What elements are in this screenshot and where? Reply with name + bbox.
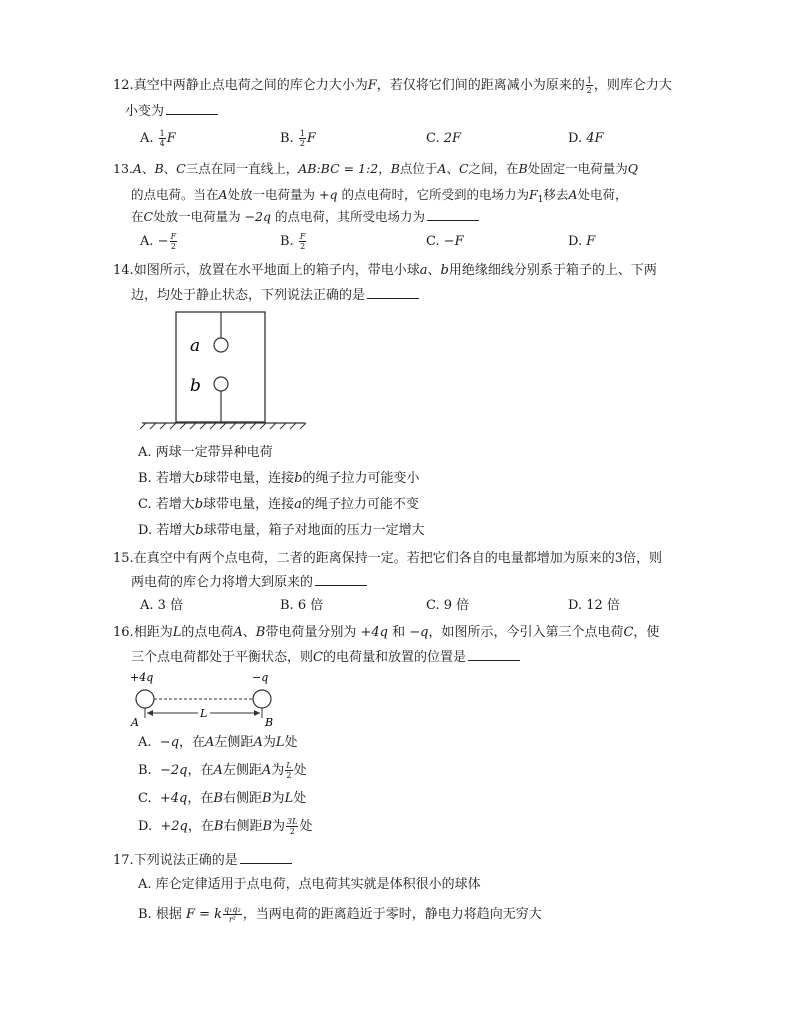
- option-text: 球带电量，箱子对地面的压力一定增大: [203, 523, 425, 538]
- answer-blank[interactable]: [427, 206, 479, 221]
- q17-option-b[interactable]: [138, 903, 542, 927]
- frac-num: 1: [159, 129, 165, 138]
- formula: F = k: [185, 907, 223, 922]
- option-b[interactable]: [280, 230, 307, 254]
- frac-den: 2: [286, 771, 292, 780]
- answer-blank[interactable]: [468, 646, 520, 661]
- frac-den: 2: [300, 242, 306, 251]
- var: F: [166, 131, 176, 146]
- q14-option-b[interactable]: [138, 467, 420, 491]
- frac-num: 3L: [287, 817, 298, 826]
- option-text: 库仑定律适用于点电荷，点电荷其实就是体积很小的球体: [155, 877, 481, 892]
- var: A: [218, 187, 228, 202]
- stem-text: 、: [242, 625, 256, 640]
- option-text: 为: [272, 819, 286, 834]
- stem-text: ，使: [633, 625, 660, 640]
- var: A: [233, 625, 243, 640]
- stem-text: 的点电荷，其所受电场力为: [271, 209, 425, 224]
- stem-text: 点位于: [399, 161, 438, 176]
- stem-text: ，则库仑力大: [593, 78, 672, 93]
- var: a: [419, 263, 428, 278]
- charge-b: [253, 690, 271, 708]
- option-text: 2F: [443, 131, 462, 146]
- ball-b: [214, 377, 228, 391]
- distance-label: L: [200, 707, 208, 720]
- question-number: 16.: [113, 625, 134, 640]
- option-c[interactable]: [426, 230, 464, 254]
- answer-blank[interactable]: [240, 849, 292, 864]
- q16-option-a[interactable]: [138, 731, 298, 755]
- stem-text: 在真空中有两个点电荷，二者的距离保持一定。若把它们各自的电量都增加为原来的: [133, 551, 615, 566]
- var: L: [172, 625, 182, 640]
- stem-text: 处放一电荷量为: [153, 209, 245, 224]
- charge-b-label: −q: [252, 671, 269, 684]
- option-b[interactable]: [280, 594, 323, 618]
- box-diagram: [140, 310, 310, 430]
- stem-text: 处放一电荷量为: [227, 187, 320, 202]
- ground-hatch: [140, 423, 306, 429]
- frac-den: 2: [586, 86, 592, 95]
- q16-option-c[interactable]: [138, 787, 306, 811]
- stem-text: 的点电荷: [181, 625, 234, 640]
- stem-text: 、: [446, 161, 459, 176]
- fraction: [286, 817, 298, 836]
- option-letter: A.: [140, 234, 154, 249]
- stem-text: ，: [378, 161, 391, 176]
- option-text: 若增大: [155, 471, 195, 486]
- option-text: 的绳子拉力可能变小: [302, 471, 420, 486]
- charge: −q: [159, 735, 180, 750]
- option-d[interactable]: [568, 230, 595, 254]
- stem-text: 边，均处于静止状态，下列说法正确的是: [131, 288, 366, 303]
- option-letter: A.: [138, 735, 152, 750]
- fraction: [170, 232, 178, 251]
- option-text: ，在: [179, 735, 206, 750]
- option-letter: D.: [138, 523, 153, 538]
- point-b-label: B: [265, 716, 274, 729]
- charge: +2q: [160, 819, 188, 834]
- option-a[interactable]: [140, 230, 178, 254]
- option-letter: B.: [138, 907, 152, 922]
- charge: +4q: [360, 625, 388, 640]
- option-letter: B.: [138, 471, 152, 486]
- option-letter: C.: [426, 234, 440, 249]
- var: B: [213, 819, 224, 834]
- option-a[interactable]: [140, 127, 176, 151]
- stem-text: 如图所示，放置在水平地面上的箱子内，带电小球: [133, 263, 420, 278]
- option-a[interactable]: [140, 594, 183, 618]
- stem-text: 下列说法正确的是: [133, 853, 238, 868]
- frac-num: 1: [586, 76, 592, 85]
- option-text: ，在: [187, 791, 214, 806]
- option-text: 若增大: [156, 523, 196, 538]
- option-letter: A.: [138, 445, 152, 460]
- question-16: [113, 620, 713, 646]
- option-d[interactable]: [568, 594, 620, 618]
- option-text: 的绳子拉力可能不变: [301, 497, 419, 512]
- arrow-right: [254, 710, 260, 716]
- fraction: [223, 905, 242, 924]
- sign: −: [157, 234, 169, 249]
- question-13-line3: [131, 204, 731, 230]
- option-text: 为: [271, 763, 285, 778]
- var: A: [568, 187, 578, 202]
- option-text: 为: [271, 791, 285, 806]
- stem-text: 两电荷的库仑力将增大到原来的: [131, 575, 314, 590]
- option-b[interactable]: [280, 127, 316, 151]
- question-14-line2: [131, 283, 731, 309]
- charge: −q: [409, 625, 429, 640]
- var: F: [529, 187, 538, 202]
- stem-text: 的点电荷。当在: [131, 187, 219, 202]
- var: A: [437, 161, 447, 176]
- question-number: 13.: [113, 161, 133, 176]
- stem-text: ，若仅将它们间的距离减小为原来的: [376, 78, 585, 93]
- charge: +4q: [159, 791, 188, 806]
- charges-diagram: [128, 670, 288, 730]
- stem-text: 、: [141, 161, 155, 176]
- option-text: ，在: [187, 763, 214, 778]
- var: A: [213, 763, 223, 778]
- option-text: 球带电量，连接: [203, 471, 295, 486]
- charge-a: [136, 690, 154, 708]
- var: b: [195, 523, 204, 538]
- question-number: 14.: [113, 263, 134, 278]
- stem-text: 小变为: [125, 104, 165, 119]
- stem-text: 和: [387, 625, 410, 640]
- option-letter: C.: [426, 598, 440, 613]
- option-letter: D.: [568, 598, 583, 613]
- fraction: [299, 232, 307, 251]
- arrow-left: [147, 710, 153, 716]
- option-text: 12 倍: [586, 598, 620, 613]
- stem-text: 、: [427, 263, 441, 278]
- charge-a-label: +4q: [130, 671, 154, 684]
- question-number: 12.: [113, 78, 134, 93]
- option-letter: A.: [140, 131, 154, 146]
- var-F: F: [367, 78, 377, 93]
- charge: +q: [319, 187, 338, 202]
- stem-text: 处电荷，: [577, 187, 628, 202]
- option-text: 左侧距: [222, 763, 262, 778]
- question-16-line2: [131, 645, 731, 671]
- var: Q: [627, 161, 638, 176]
- charge: −2q: [244, 209, 272, 224]
- question-12-options: [140, 127, 700, 151]
- var: b: [194, 471, 204, 486]
- var: B: [154, 161, 164, 176]
- q14-option-a[interactable]: [138, 441, 273, 465]
- question-12: [113, 73, 713, 99]
- label-b: b: [190, 376, 201, 396]
- var: L: [284, 791, 294, 806]
- option-text: 为: [262, 735, 276, 750]
- var: B: [261, 791, 272, 806]
- stem-text: 的电荷量和放置的位置是: [322, 650, 466, 665]
- option-text: 若增大: [155, 497, 195, 512]
- ball-a: [214, 338, 228, 352]
- option-letter: D.: [138, 819, 153, 834]
- frac-num: F: [170, 232, 177, 241]
- question-15-options: [140, 594, 700, 618]
- question-12-line2: [125, 99, 725, 125]
- var: B: [390, 161, 400, 176]
- option-letter: D.: [568, 234, 583, 249]
- option-text: 右侧距: [222, 791, 262, 806]
- stem-text: 真空中两静止点电荷之间的库仑力大小为: [133, 78, 368, 93]
- var: C: [176, 161, 186, 176]
- var: B: [518, 161, 528, 176]
- frac-den: 2: [299, 139, 305, 148]
- subscript: 1: [537, 195, 544, 205]
- option-letter: D.: [568, 131, 583, 146]
- stem-text: 处固定一电荷量为: [527, 161, 628, 176]
- question-14: [113, 258, 713, 284]
- var: F: [306, 131, 316, 146]
- q14-option-d[interactable]: [138, 519, 425, 543]
- option-text: 处: [293, 763, 307, 778]
- question-13: [113, 156, 713, 182]
- point-a-label: A: [131, 716, 139, 729]
- stem-text: 用绝缘细线分别系于箱子的上、下两: [448, 263, 657, 278]
- ratio: AB:BC = 1:2: [298, 161, 379, 176]
- question-13-options: [140, 230, 700, 254]
- question-number: 15.: [113, 551, 134, 566]
- frac-den: 4: [159, 139, 165, 148]
- label-a: a: [190, 336, 201, 356]
- option-text: −F: [443, 234, 464, 249]
- stem-text: 、: [163, 161, 177, 176]
- option-letter: B.: [280, 234, 294, 249]
- frac-num: L: [286, 761, 292, 770]
- stem-number: 3: [614, 551, 623, 566]
- var: C: [313, 650, 323, 665]
- answer-blank[interactable]: [315, 571, 367, 586]
- var: a: [294, 497, 302, 512]
- var: A: [132, 161, 142, 176]
- stem-text: 三点在同一直线上，: [185, 161, 299, 176]
- option-letter: B.: [280, 131, 294, 146]
- var: B: [255, 625, 266, 640]
- q17-option-a[interactable]: [138, 873, 481, 897]
- answer-blank[interactable]: [166, 100, 218, 115]
- question-15: [113, 546, 713, 572]
- q16-option-b[interactable]: [138, 759, 307, 783]
- frac-num: q₁q₂: [224, 905, 241, 914]
- var: b: [440, 263, 449, 278]
- fraction: [285, 761, 292, 780]
- option-text: 处: [299, 819, 313, 834]
- option-c[interactable]: [426, 594, 469, 618]
- stem-text: ，如图所示，今引入第三个点电荷: [428, 625, 624, 640]
- answer-blank[interactable]: [367, 284, 419, 299]
- frac-den: 2: [289, 827, 295, 836]
- stem-text: 相距为: [133, 625, 173, 640]
- q16-option-d[interactable]: [138, 815, 312, 839]
- var: A: [253, 735, 263, 750]
- stem-text: 移去: [543, 187, 569, 202]
- option-text: 根据: [155, 907, 186, 922]
- question-17: [113, 848, 713, 874]
- option-text: 6 倍: [297, 598, 324, 613]
- option-letter: C.: [426, 131, 440, 146]
- var: A: [205, 735, 215, 750]
- option-text: 球带电量，连接: [203, 497, 295, 512]
- fraction: [586, 76, 593, 95]
- var: B: [262, 819, 273, 834]
- option-letter: B.: [280, 598, 294, 613]
- charge: −2q: [159, 763, 188, 778]
- stem-text: 之间，在: [468, 161, 519, 176]
- var: C: [623, 625, 634, 640]
- question-15-line2: [131, 570, 731, 596]
- option-letter: C.: [138, 791, 152, 806]
- option-letter: A.: [140, 598, 154, 613]
- frac-num: 1: [299, 129, 305, 138]
- option-letter: A.: [138, 877, 152, 892]
- option-text: ，在: [187, 819, 214, 834]
- var: B: [213, 791, 223, 806]
- option-text: ，当两电荷的距离趋近于零时，静电力将趋向无穷大: [242, 907, 542, 922]
- option-text: 处: [293, 791, 307, 806]
- stem-text: 的点电荷时，它所受到的电场力为: [337, 187, 529, 202]
- option-text: 两球一定带异种电荷: [155, 445, 273, 460]
- var: C: [458, 161, 469, 176]
- frac-num: F: [299, 232, 306, 241]
- var: b: [294, 471, 303, 486]
- option-letter: C.: [138, 497, 152, 512]
- option-text: 左侧距: [214, 735, 254, 750]
- option-c[interactable]: [426, 127, 461, 151]
- var: C: [143, 209, 154, 224]
- option-text: 9 倍: [443, 598, 470, 613]
- question-number: 17.: [113, 853, 134, 868]
- option-text: 处: [284, 735, 298, 750]
- option-d[interactable]: [568, 127, 604, 151]
- var: A: [261, 763, 272, 778]
- option-text: 3 倍: [157, 598, 184, 613]
- stem-text: 在: [131, 209, 144, 224]
- stem-text: 带电荷量分别为: [265, 625, 361, 640]
- var: b: [194, 497, 204, 512]
- stem-text: 三个点电荷都处于平衡状态，则: [131, 650, 314, 665]
- option-letter: B.: [138, 763, 152, 778]
- frac-den: 2: [170, 242, 176, 251]
- option-text: 4F: [586, 131, 604, 146]
- var: L: [275, 735, 285, 750]
- stem-text: 倍，则: [622, 551, 662, 566]
- option-text: F: [586, 234, 596, 249]
- q14-option-c[interactable]: [138, 493, 419, 517]
- fraction: [159, 129, 166, 148]
- option-text: 右侧距: [223, 819, 263, 834]
- fraction: [299, 129, 306, 148]
- frac-den: r²: [228, 915, 236, 924]
